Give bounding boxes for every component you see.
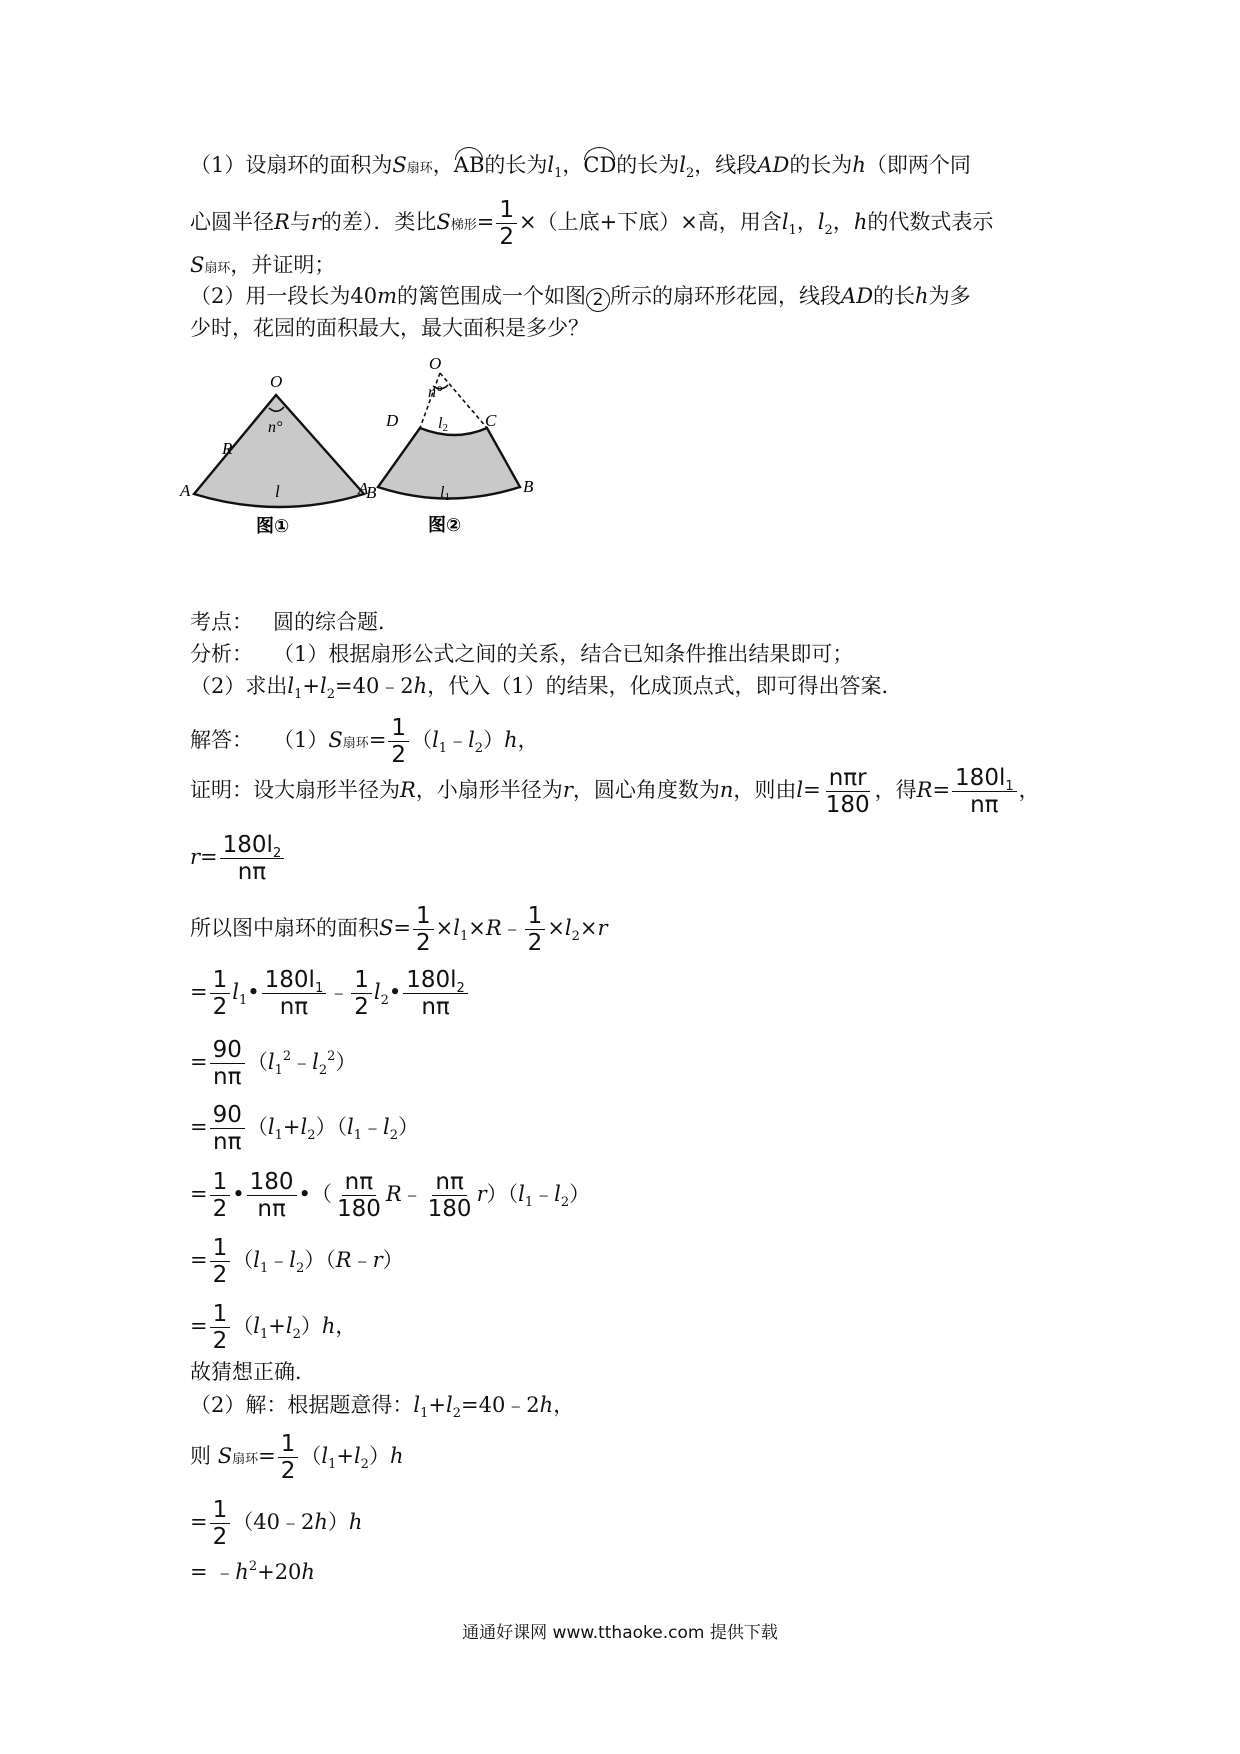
label-l: l <box>275 482 280 501</box>
figures <box>180 354 630 600</box>
proof-step-5: = $\frac{1}{2}$ $(l_1﹣l_2)(R﹣r)$ <box>190 1235 404 1289</box>
jieda-line: 解答： （1）S扇环= $\frac{1}{2}$ $(l_1﹣l_2)h$， <box>190 715 539 769</box>
arc-cd: CD <box>583 153 617 177</box>
question-1-line-3: S扇环，并证明； <box>190 253 336 277</box>
proof-step-1: = $\frac{1}{2}$ $l_1•$ $\frac{180l_1}{n\pi}$ ﹣ $\frac{1}{2}$ $l_2•$ $\frac{180l_2}{n\pi}$ <box>190 968 470 1019</box>
label-n-1: n° <box>268 419 283 436</box>
proof-step-3: = $\frac{90}{n\pi}$ $(l_1+l_2)(l_1﹣l_2)$ <box>190 1102 419 1156</box>
label-A-1: A <box>180 481 191 500</box>
label-R: R <box>222 439 233 458</box>
label-C: C <box>485 411 497 430</box>
question-1-line-2: 心圆半径R与r的差）．类比S梯形= $\frac{1}{2}$ ×（上底+下底）×高，用含$l_1$，$l_2$，h的代数式表示 <box>190 197 994 251</box>
proof-area-line: 所以图中扇环的面积S= $\frac{1}{2}$ $\times l_1\times R﹣$ $\frac{1}{2}$ $\times l_2\times r$ <box>190 903 608 957</box>
label-l2: l2 <box>438 415 448 434</box>
proof-step-4: = $\frac{1}{2}$ • $\frac{180}{n\pi}$ •（ $\frac{n\pi}{180}$ R﹣ $\frac{n\pi}{180}$ $r)(l_1﹣l_2)$ <box>190 1169 591 1223</box>
kaodian-line: 考点： 圆的综合题． <box>190 610 400 634</box>
fraction-one-half: $\frac{1}{2}$ <box>496 198 517 249</box>
label-O-1: O <box>270 372 283 391</box>
label-B-2: B <box>523 477 534 496</box>
part2-line-3: = $\frac{1}{2}$ （40﹣2h）h <box>190 1497 363 1551</box>
label-D: D <box>386 411 399 430</box>
part2-line-2: 则 S扇环= $\frac{1}{2}$ $(l_1+l_2)h$ <box>190 1431 404 1485</box>
question-2-line-1: （2）用一段长为40m的篱笆围成一个如图 2 所示的扇环形花园，线段AD的长h为多 <box>190 284 971 310</box>
figure-2-caption: 图② <box>428 515 462 536</box>
fenxi-line-2: （2）求出$l_1+l_2=40﹣2h$，代入（1）的结果，化成顶点式，即可得出答案． <box>190 674 903 702</box>
ring-fill <box>378 428 520 499</box>
label-B-1: B <box>366 483 377 502</box>
label-l1: l1 <box>440 484 450 503</box>
proof-step-6: = $\frac{1}{2}$ $(l_1+l_2)h$， <box>190 1301 357 1355</box>
page-footer: 通通好课网 www.tthaoke.com 提供下载 <box>462 1623 778 1643</box>
circled-two: 2 <box>586 288 610 312</box>
part2-line-1: （2）解：根据题意得：$l_1+l_2=40﹣2h$， <box>190 1393 575 1421</box>
arc-ab: AB <box>453 153 485 177</box>
label-n-2: n° <box>428 384 443 401</box>
question-1-line-1: （1）设扇环的面积为S扇环，AB的长为$l_1$，CD的长为$l_2$，线段AD的长为h（即两个同 <box>190 153 971 181</box>
part2-line-4: = $﹣h^2+20h$ <box>190 1559 315 1584</box>
dashed-OC <box>440 373 487 428</box>
figure-1-caption: 图① <box>256 516 290 537</box>
proof-step-2: = $\frac{90}{n\pi}$ $(l_1^2﹣l_2^2)$ <box>190 1037 357 1091</box>
question-2-line-2: 少时，花园的面积最大，最大面积是多少？ <box>190 316 589 340</box>
label-O-2: O <box>429 354 442 373</box>
proof-conclusion: 故猜想正确． <box>190 1360 316 1384</box>
proof-line-1: 证明：设大扇形半径为R，小扇形半径为r，圆心角度数为n，则由l= $\frac{\text{nπr}}{180}$ ，得R= $\frac{180l_1}{n\pi}$ ， <box>190 765 1040 819</box>
proof-line-r: r= $\frac{180l_2}{n\pi}$ <box>190 833 286 884</box>
label-A-2: A <box>358 479 369 498</box>
fenxi-line-1: 分析： （1）根据扇形公式之间的关系，结合已知条件推出结果即可； <box>190 642 854 666</box>
